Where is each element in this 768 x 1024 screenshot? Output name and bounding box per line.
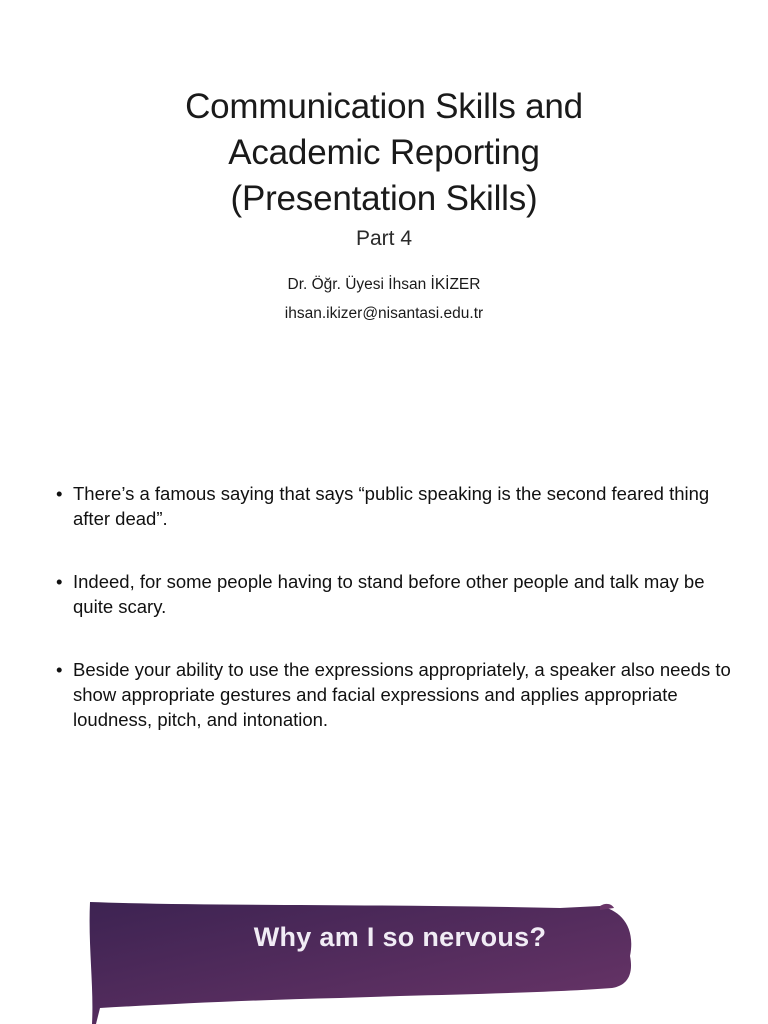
bullet-icon: • bbox=[56, 483, 63, 504]
slide-title-line-1: Communication Skills and bbox=[185, 87, 583, 126]
bullet-text: Beside your ability to use the expressions appropriately, a speaker also needs to show appropriate gestures and facial expressions and applies appropriate loudness, pitch, and intonation. bbox=[73, 659, 731, 730]
bullet-icon: • bbox=[56, 659, 63, 680]
banner bbox=[0, 896, 768, 1024]
title-block bbox=[0, 84, 768, 254]
bullet-icon: • bbox=[56, 571, 63, 592]
slide-subtitle: Part 4 bbox=[355, 227, 413, 250]
slide-title-line-2: Academic Reporting bbox=[228, 133, 540, 172]
brush-banner-shape bbox=[0, 896, 768, 1024]
bullet-item bbox=[56, 481, 736, 531]
bullet-item bbox=[56, 657, 736, 732]
author-block bbox=[0, 270, 768, 328]
bullet-list bbox=[56, 481, 736, 770]
author-name: Dr. Öğr. Üyesi İhsan İKİZER bbox=[287, 276, 481, 293]
bullet-text: Indeed, for some people having to stand before other people and talk may be quite scary. bbox=[73, 571, 705, 617]
banner-title: Why am I so nervous? bbox=[253, 922, 547, 952]
bullet-item bbox=[56, 569, 736, 619]
author-email: ihsan.ikizer@nisantasi.edu.tr bbox=[284, 305, 484, 322]
bullet-text: There’s a famous saying that says “public speaking is the second feared thing after dead”. bbox=[73, 483, 710, 529]
slide-title-line-3: (Presentation Skills) bbox=[230, 179, 538, 218]
